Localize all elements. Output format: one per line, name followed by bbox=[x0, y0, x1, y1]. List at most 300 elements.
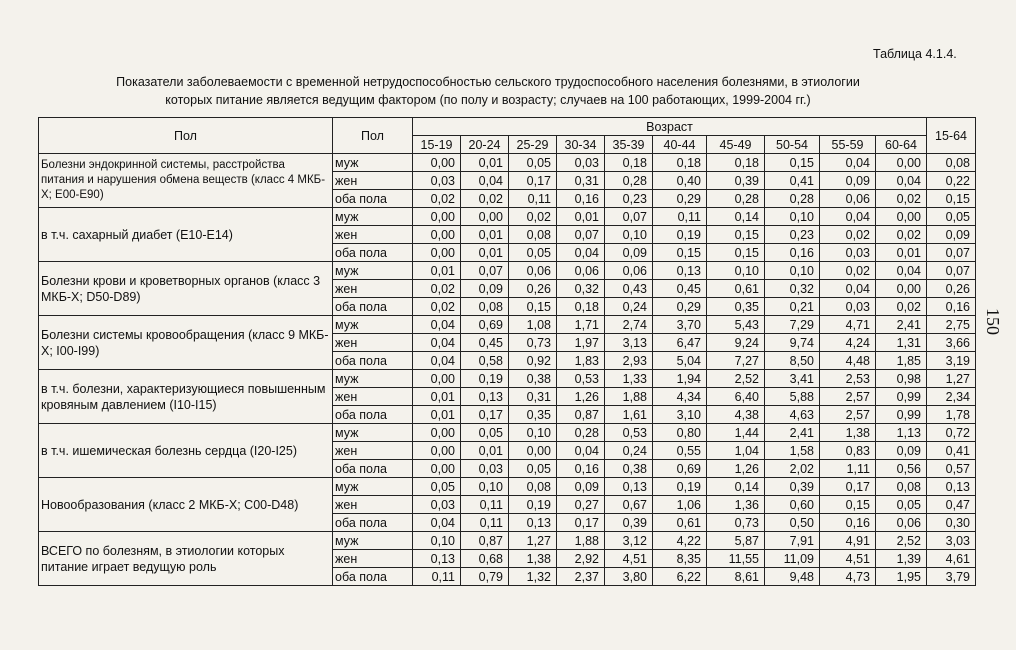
value-cell: 0,00 bbox=[413, 424, 461, 442]
value-cell: 2,34 bbox=[927, 388, 976, 406]
header-age: 50-54 bbox=[765, 136, 820, 154]
sex-label: жен bbox=[333, 280, 413, 298]
value-cell: 0,26 bbox=[927, 280, 976, 298]
value-cell: 9,24 bbox=[707, 334, 765, 352]
value-cell: 3,19 bbox=[927, 352, 976, 370]
value-cell: 0,01 bbox=[461, 154, 509, 172]
value-cell: 2,52 bbox=[876, 532, 927, 550]
value-cell: 0,28 bbox=[557, 424, 605, 442]
table-title bbox=[48, 73, 928, 109]
value-cell: 3,70 bbox=[653, 316, 707, 334]
value-cell: 0,02 bbox=[509, 208, 557, 226]
value-cell: 0,23 bbox=[765, 226, 820, 244]
value-cell: 0,57 bbox=[927, 460, 976, 478]
value-cell: 8,50 bbox=[765, 352, 820, 370]
table-title-line-1: Показатели заболеваемости с временной нетрудоспособностью сельского трудоспособного населения болезнями, в этиологии bbox=[116, 75, 860, 89]
header-age: 25-29 bbox=[509, 136, 557, 154]
value-cell: 1,33 bbox=[605, 370, 653, 388]
value-cell: 1,78 bbox=[927, 406, 976, 424]
value-cell: 0,61 bbox=[707, 280, 765, 298]
value-cell: 0,10 bbox=[707, 262, 765, 280]
value-cell: 0,00 bbox=[413, 154, 461, 172]
value-cell: 2,41 bbox=[876, 316, 927, 334]
value-cell: 0,19 bbox=[461, 370, 509, 388]
value-cell: 5,04 bbox=[653, 352, 707, 370]
header-age: 55-59 bbox=[820, 136, 876, 154]
value-cell: 0,03 bbox=[557, 154, 605, 172]
value-cell: 4,51 bbox=[820, 550, 876, 568]
value-cell: 1,88 bbox=[557, 532, 605, 550]
value-cell: 1,94 bbox=[653, 370, 707, 388]
value-cell: 0,68 bbox=[461, 550, 509, 568]
value-cell: 0,17 bbox=[509, 172, 557, 190]
value-cell: 0,69 bbox=[653, 460, 707, 478]
value-cell: 0,08 bbox=[509, 478, 557, 496]
value-cell: 5,43 bbox=[707, 316, 765, 334]
value-cell: 0,05 bbox=[509, 244, 557, 262]
value-cell: 0,41 bbox=[765, 172, 820, 190]
disease-name: Болезни эндокринной системы, расстройства питания и нарушения обмена веществ (класс 4 МКБ-Х; Е00-Е90) bbox=[39, 154, 333, 208]
value-cell: 0,19 bbox=[653, 478, 707, 496]
value-cell: 1,88 bbox=[605, 388, 653, 406]
value-cell: 0,45 bbox=[653, 280, 707, 298]
value-cell: 4,34 bbox=[653, 388, 707, 406]
table-caption: Таблица 4.1.4. bbox=[873, 47, 957, 61]
value-cell: 9,74 bbox=[765, 334, 820, 352]
value-cell: 2,41 bbox=[765, 424, 820, 442]
value-cell: 0,02 bbox=[820, 226, 876, 244]
value-cell: 0,23 bbox=[605, 190, 653, 208]
header-age: 45-49 bbox=[707, 136, 765, 154]
value-cell: 0,00 bbox=[413, 442, 461, 460]
value-cell: 0,28 bbox=[765, 190, 820, 208]
value-cell: 0,72 bbox=[927, 424, 976, 442]
value-cell: 0,11 bbox=[653, 208, 707, 226]
value-cell: 1,38 bbox=[509, 550, 557, 568]
value-cell: 0,83 bbox=[820, 442, 876, 460]
value-cell: 0,05 bbox=[876, 496, 927, 514]
value-cell: 0,18 bbox=[653, 154, 707, 172]
value-cell: 0,45 bbox=[461, 334, 509, 352]
value-cell: 0,18 bbox=[605, 154, 653, 172]
value-cell: 0,00 bbox=[413, 460, 461, 478]
value-cell: 8,35 bbox=[653, 550, 707, 568]
value-cell: 9,48 bbox=[765, 568, 820, 586]
value-cell: 0,09 bbox=[557, 478, 605, 496]
value-cell: 0,18 bbox=[557, 298, 605, 316]
value-cell: 0,58 bbox=[461, 352, 509, 370]
sex-label: оба пола bbox=[333, 568, 413, 586]
value-cell: 2,52 bbox=[707, 370, 765, 388]
sex-label: муж bbox=[333, 316, 413, 334]
value-cell: 1,26 bbox=[557, 388, 605, 406]
value-cell: 0,28 bbox=[605, 172, 653, 190]
morbidity-table bbox=[38, 117, 976, 586]
table-row bbox=[39, 424, 976, 442]
value-cell: 4,91 bbox=[820, 532, 876, 550]
value-cell: 0,50 bbox=[765, 514, 820, 532]
value-cell: 0,17 bbox=[461, 406, 509, 424]
value-cell: 0,09 bbox=[461, 280, 509, 298]
value-cell: 4,24 bbox=[820, 334, 876, 352]
value-cell: 6,47 bbox=[653, 334, 707, 352]
value-cell: 0,06 bbox=[605, 262, 653, 280]
value-cell: 0,14 bbox=[707, 208, 765, 226]
value-cell: 2,57 bbox=[820, 406, 876, 424]
disease-name: в т.ч. болезни, характеризующиеся повышенным кровяным давлением (I10-I15) bbox=[39, 370, 333, 424]
value-cell: 0,00 bbox=[413, 208, 461, 226]
sex-label: муж bbox=[333, 532, 413, 550]
value-cell: 0,06 bbox=[557, 262, 605, 280]
sex-label: оба пола bbox=[333, 298, 413, 316]
value-cell: 0,17 bbox=[820, 478, 876, 496]
value-cell: 1,08 bbox=[509, 316, 557, 334]
value-cell: 0,04 bbox=[820, 154, 876, 172]
value-cell: 0,01 bbox=[413, 388, 461, 406]
value-cell: 0,15 bbox=[653, 244, 707, 262]
value-cell: 1,38 bbox=[820, 424, 876, 442]
sex-label: жен bbox=[333, 550, 413, 568]
value-cell: 0,15 bbox=[820, 496, 876, 514]
value-cell: 0,31 bbox=[509, 388, 557, 406]
value-cell: 0,53 bbox=[605, 424, 653, 442]
value-cell: 0,32 bbox=[765, 280, 820, 298]
header-age: 20-24 bbox=[461, 136, 509, 154]
value-cell: 0,02 bbox=[413, 190, 461, 208]
sex-label: оба пола bbox=[333, 352, 413, 370]
sex-label: жен bbox=[333, 172, 413, 190]
value-cell: 0,13 bbox=[509, 514, 557, 532]
value-cell: 0,05 bbox=[509, 154, 557, 172]
value-cell: 0,31 bbox=[557, 172, 605, 190]
header-age: 15-19 bbox=[413, 136, 461, 154]
value-cell: 1,26 bbox=[707, 460, 765, 478]
value-cell: 5,88 bbox=[765, 388, 820, 406]
value-cell: 3,03 bbox=[927, 532, 976, 550]
value-cell: 0,15 bbox=[765, 154, 820, 172]
value-cell: 0,35 bbox=[509, 406, 557, 424]
value-cell: 0,02 bbox=[413, 298, 461, 316]
sex-label: жен bbox=[333, 496, 413, 514]
value-cell: 0,04 bbox=[413, 352, 461, 370]
value-cell: 11,09 bbox=[765, 550, 820, 568]
value-cell: 3,80 bbox=[605, 568, 653, 586]
sex-label: оба пола bbox=[333, 244, 413, 262]
value-cell: 0,13 bbox=[927, 478, 976, 496]
header-pol-2: Пол bbox=[333, 118, 413, 154]
value-cell: 2,37 bbox=[557, 568, 605, 586]
value-cell: 0,07 bbox=[461, 262, 509, 280]
value-cell: 7,29 bbox=[765, 316, 820, 334]
value-cell: 0,04 bbox=[876, 262, 927, 280]
value-cell: 1,13 bbox=[876, 424, 927, 442]
value-cell: 0,69 bbox=[461, 316, 509, 334]
value-cell: 0,11 bbox=[509, 190, 557, 208]
value-cell: 3,79 bbox=[927, 568, 976, 586]
value-cell: 0,17 bbox=[557, 514, 605, 532]
value-cell: 3,12 bbox=[605, 532, 653, 550]
value-cell: 0,13 bbox=[653, 262, 707, 280]
table-body bbox=[39, 154, 976, 586]
value-cell: 0,11 bbox=[413, 568, 461, 586]
value-cell: 0,18 bbox=[707, 154, 765, 172]
value-cell: 0,40 bbox=[653, 172, 707, 190]
value-cell: 1,39 bbox=[876, 550, 927, 568]
value-cell: 0,10 bbox=[765, 208, 820, 226]
value-cell: 0,01 bbox=[413, 406, 461, 424]
table-row bbox=[39, 478, 976, 496]
value-cell: 0,04 bbox=[413, 316, 461, 334]
value-cell: 4,73 bbox=[820, 568, 876, 586]
value-cell: 1,27 bbox=[927, 370, 976, 388]
value-cell: 0,05 bbox=[509, 460, 557, 478]
value-cell: 0,01 bbox=[876, 244, 927, 262]
value-cell: 0,04 bbox=[461, 172, 509, 190]
value-cell: 0,24 bbox=[605, 442, 653, 460]
value-cell: 0,04 bbox=[413, 514, 461, 532]
value-cell: 0,10 bbox=[461, 478, 509, 496]
table-row bbox=[39, 532, 976, 550]
value-cell: 1,85 bbox=[876, 352, 927, 370]
value-cell: 0,00 bbox=[876, 154, 927, 172]
value-cell: 0,41 bbox=[927, 442, 976, 460]
sex-label: муж bbox=[333, 262, 413, 280]
sex-label: жен bbox=[333, 334, 413, 352]
value-cell: 0,04 bbox=[820, 208, 876, 226]
value-cell: 0,56 bbox=[876, 460, 927, 478]
sex-label: жен bbox=[333, 226, 413, 244]
value-cell: 0,87 bbox=[557, 406, 605, 424]
value-cell: 0,13 bbox=[413, 550, 461, 568]
value-cell: 0,08 bbox=[461, 298, 509, 316]
value-cell: 0,39 bbox=[707, 172, 765, 190]
table-row bbox=[39, 370, 976, 388]
value-cell: 0,53 bbox=[557, 370, 605, 388]
value-cell: 0,98 bbox=[876, 370, 927, 388]
sex-label: жен bbox=[333, 442, 413, 460]
value-cell: 0,09 bbox=[820, 172, 876, 190]
value-cell: 2,53 bbox=[820, 370, 876, 388]
value-cell: 0,10 bbox=[765, 262, 820, 280]
value-cell: 0,38 bbox=[605, 460, 653, 478]
value-cell: 0,29 bbox=[653, 298, 707, 316]
value-cell: 0,03 bbox=[413, 172, 461, 190]
value-cell: 0,16 bbox=[820, 514, 876, 532]
value-cell: 0,19 bbox=[509, 496, 557, 514]
disease-name: в т.ч. ишемическая болезнь сердца (I20-I25) bbox=[39, 424, 333, 478]
sex-label: муж bbox=[333, 424, 413, 442]
value-cell: 7,27 bbox=[707, 352, 765, 370]
value-cell: 0,02 bbox=[876, 298, 927, 316]
sex-label: муж bbox=[333, 208, 413, 226]
value-cell: 0,35 bbox=[707, 298, 765, 316]
value-cell: 0,02 bbox=[876, 226, 927, 244]
value-cell: 0,29 bbox=[653, 190, 707, 208]
value-cell: 0,05 bbox=[413, 478, 461, 496]
value-cell: 0,03 bbox=[413, 496, 461, 514]
value-cell: 0,32 bbox=[557, 280, 605, 298]
value-cell: 0,10 bbox=[413, 532, 461, 550]
value-cell: 4,22 bbox=[653, 532, 707, 550]
value-cell: 1,83 bbox=[557, 352, 605, 370]
value-cell: 0,47 bbox=[927, 496, 976, 514]
value-cell: 0,15 bbox=[707, 226, 765, 244]
value-cell: 0,15 bbox=[927, 190, 976, 208]
value-cell: 0,04 bbox=[876, 172, 927, 190]
value-cell: 0,39 bbox=[605, 514, 653, 532]
value-cell: 2,92 bbox=[557, 550, 605, 568]
value-cell: 0,99 bbox=[876, 388, 927, 406]
table-title-line-2: которых питание является ведущим фактором (по полу и возрасту; случаев на 100 работающих, 1999-2004 гг.) bbox=[165, 93, 811, 107]
value-cell: 0,01 bbox=[461, 442, 509, 460]
value-cell: 0,00 bbox=[509, 442, 557, 460]
value-cell: 0,30 bbox=[927, 514, 976, 532]
value-cell: 0,00 bbox=[413, 226, 461, 244]
value-cell: 0,61 bbox=[653, 514, 707, 532]
value-cell: 0,04 bbox=[413, 334, 461, 352]
disease-name: Болезни системы кровообращения (класс 9 МКБ-Х; I00-I99) bbox=[39, 316, 333, 370]
header-age: 40-44 bbox=[653, 136, 707, 154]
value-cell: 0,16 bbox=[557, 460, 605, 478]
value-cell: 0,21 bbox=[765, 298, 820, 316]
value-cell: 1,11 bbox=[820, 460, 876, 478]
value-cell: 0,07 bbox=[927, 244, 976, 262]
value-cell: 0,06 bbox=[876, 514, 927, 532]
value-cell: 1,97 bbox=[557, 334, 605, 352]
value-cell: 6,40 bbox=[707, 388, 765, 406]
value-cell: 8,61 bbox=[707, 568, 765, 586]
value-cell: 1,44 bbox=[707, 424, 765, 442]
value-cell: 0,67 bbox=[605, 496, 653, 514]
value-cell: 0,27 bbox=[557, 496, 605, 514]
value-cell: 4,51 bbox=[605, 550, 653, 568]
value-cell: 0,02 bbox=[413, 280, 461, 298]
value-cell: 1,06 bbox=[653, 496, 707, 514]
header-total: 15-64 bbox=[927, 118, 976, 154]
value-cell: 1,04 bbox=[707, 442, 765, 460]
value-cell: 0,03 bbox=[820, 244, 876, 262]
value-cell: 0,08 bbox=[927, 154, 976, 172]
value-cell: 4,61 bbox=[927, 550, 976, 568]
disease-name: Новообразования (класс 2 МКБ-Х; С00-D48) bbox=[39, 478, 333, 532]
value-cell: 0,08 bbox=[876, 478, 927, 496]
value-cell: 0,22 bbox=[927, 172, 976, 190]
value-cell: 0,05 bbox=[927, 208, 976, 226]
sex-label: муж bbox=[333, 154, 413, 172]
value-cell: 0,01 bbox=[461, 244, 509, 262]
table-row bbox=[39, 208, 976, 226]
value-cell: 4,48 bbox=[820, 352, 876, 370]
value-cell: 0,09 bbox=[927, 226, 976, 244]
value-cell: 0,38 bbox=[509, 370, 557, 388]
value-cell: 0,10 bbox=[509, 424, 557, 442]
value-cell: 0,09 bbox=[876, 442, 927, 460]
value-cell: 0,02 bbox=[461, 190, 509, 208]
value-cell: 0,07 bbox=[605, 208, 653, 226]
value-cell: 0,11 bbox=[461, 514, 509, 532]
value-cell: 0,92 bbox=[509, 352, 557, 370]
value-cell: 0,00 bbox=[876, 280, 927, 298]
value-cell: 0,26 bbox=[509, 280, 557, 298]
sex-label: муж bbox=[333, 478, 413, 496]
value-cell: 0,73 bbox=[707, 514, 765, 532]
sex-label: оба пола bbox=[333, 460, 413, 478]
value-cell: 2,74 bbox=[605, 316, 653, 334]
sex-label: оба пола bbox=[333, 514, 413, 532]
value-cell: 0,04 bbox=[820, 280, 876, 298]
value-cell: 0,24 bbox=[605, 298, 653, 316]
page-number: 150 bbox=[983, 308, 1003, 335]
value-cell: 0,16 bbox=[765, 244, 820, 262]
value-cell: 0,09 bbox=[605, 244, 653, 262]
sex-label: оба пола bbox=[333, 190, 413, 208]
value-cell: 0,08 bbox=[509, 226, 557, 244]
value-cell: 0,01 bbox=[461, 226, 509, 244]
value-cell: 0,03 bbox=[820, 298, 876, 316]
value-cell: 1,27 bbox=[509, 532, 557, 550]
value-cell: 5,87 bbox=[707, 532, 765, 550]
value-cell: 0,15 bbox=[509, 298, 557, 316]
value-cell: 1,95 bbox=[876, 568, 927, 586]
value-cell: 1,31 bbox=[876, 334, 927, 352]
value-cell: 0,73 bbox=[509, 334, 557, 352]
value-cell: 11,55 bbox=[707, 550, 765, 568]
value-cell: 0,06 bbox=[509, 262, 557, 280]
value-cell: 0,19 bbox=[653, 226, 707, 244]
table-row bbox=[39, 262, 976, 280]
value-cell: 0,02 bbox=[876, 190, 927, 208]
value-cell: 0,07 bbox=[927, 262, 976, 280]
value-cell: 1,36 bbox=[707, 496, 765, 514]
value-cell: 2,93 bbox=[605, 352, 653, 370]
value-cell: 1,71 bbox=[557, 316, 605, 334]
value-cell: 3,41 bbox=[765, 370, 820, 388]
value-cell: 4,71 bbox=[820, 316, 876, 334]
disease-name: в т.ч. сахарный диабет (Е10-Е14) bbox=[39, 208, 333, 262]
value-cell: 1,58 bbox=[765, 442, 820, 460]
value-cell: 3,10 bbox=[653, 406, 707, 424]
value-cell: 0,00 bbox=[461, 208, 509, 226]
value-cell: 0,79 bbox=[461, 568, 509, 586]
value-cell: 0,80 bbox=[653, 424, 707, 442]
value-cell: 0,55 bbox=[653, 442, 707, 460]
value-cell: 0,10 bbox=[605, 226, 653, 244]
value-cell: 0,15 bbox=[707, 244, 765, 262]
value-cell: 0,16 bbox=[557, 190, 605, 208]
value-cell: 0,13 bbox=[605, 478, 653, 496]
value-cell: 0,16 bbox=[927, 298, 976, 316]
value-cell: 1,61 bbox=[605, 406, 653, 424]
value-cell: 4,63 bbox=[765, 406, 820, 424]
value-cell: 0,87 bbox=[461, 532, 509, 550]
value-cell: 6,22 bbox=[653, 568, 707, 586]
disease-name: Болезни крови и кроветворных органов (класс 3 МКБ-Х; D50-D89) bbox=[39, 262, 333, 316]
value-cell: 0,01 bbox=[413, 262, 461, 280]
value-cell: 0,04 bbox=[557, 442, 605, 460]
header-age: 60-64 bbox=[876, 136, 927, 154]
sex-label: жен bbox=[333, 388, 413, 406]
table-row bbox=[39, 316, 976, 334]
value-cell: 0,06 bbox=[820, 190, 876, 208]
value-cell: 0,60 bbox=[765, 496, 820, 514]
table-row bbox=[39, 154, 976, 172]
value-cell: 2,02 bbox=[765, 460, 820, 478]
header-pol-1: Пол bbox=[39, 118, 333, 154]
value-cell: 0,14 bbox=[707, 478, 765, 496]
sex-label: муж bbox=[333, 370, 413, 388]
header-age-group: Возраст bbox=[413, 118, 927, 136]
value-cell: 0,05 bbox=[461, 424, 509, 442]
